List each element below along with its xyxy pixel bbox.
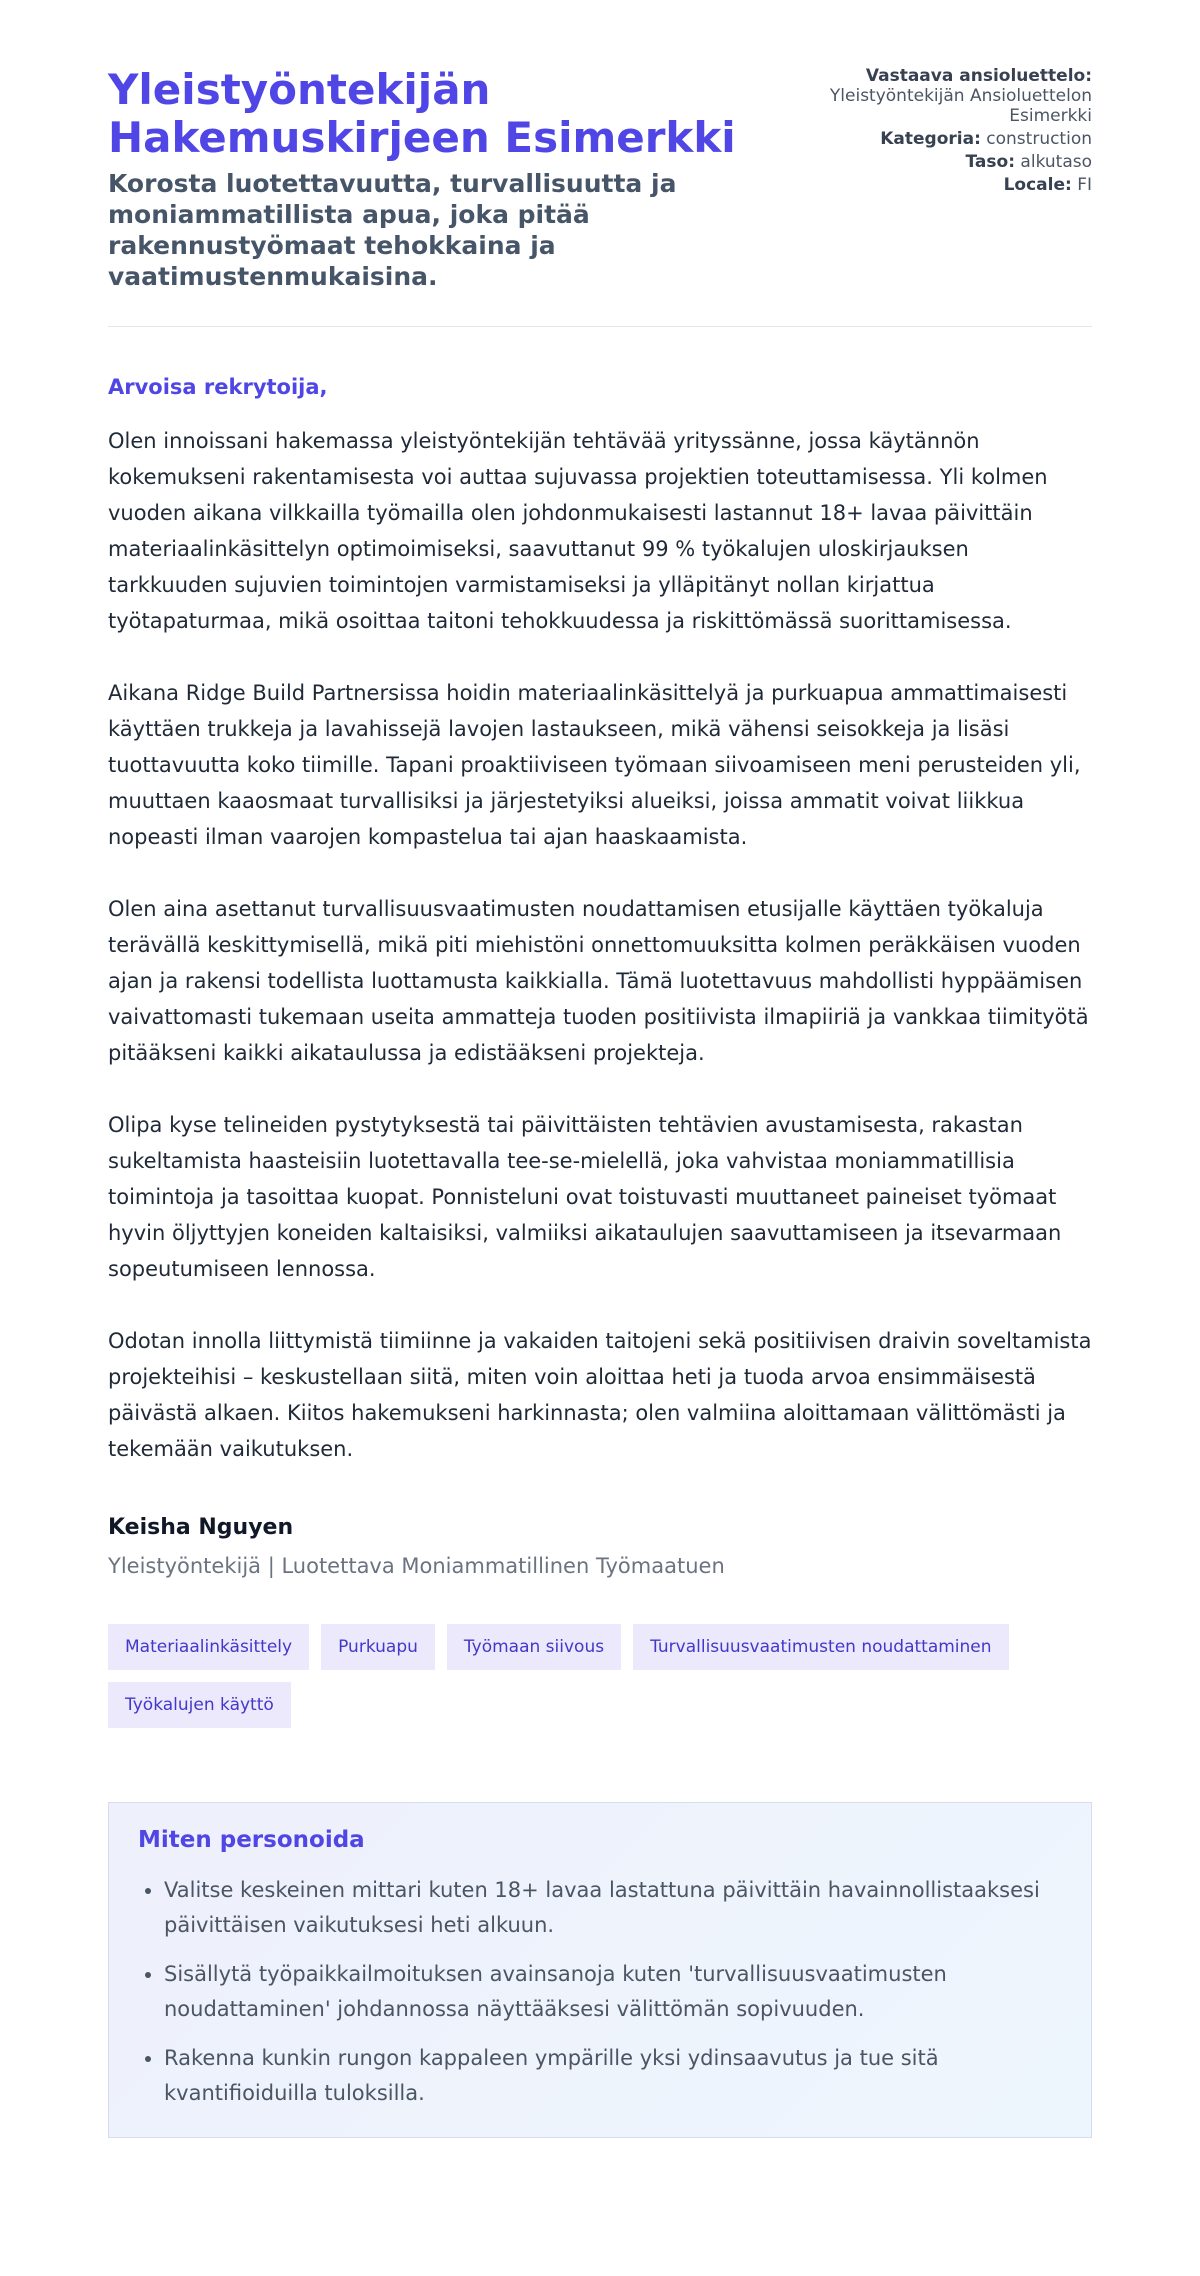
- letter-salutation: Arvoisa rekrytoija,: [108, 375, 328, 399]
- skill-tag: Turvallisuusvaatimusten noudattaminen: [633, 1624, 1008, 1670]
- letter-paragraph: Olipa kyse telineiden pystytyksestä tai päivittäisten tehtävien avustamisesta, rakastan sukeltamista haasteisiin luotettavalla tee-se-mielellä, joka vahvistaa moniammatillisia toimintoja ja tasoittaa kuopat. Ponnisteluni ovat toistuvasti muuttaneet paineiset työmaat hyvin öljyttyjen koneiden kaltaisiksi, valmiiksi aikataulujen saavuttamiseen ja itsevarmaan sopeutumiseen lennossa.: [108, 1113, 1062, 1281]
- skill-tag: Työmaan siivous: [447, 1624, 621, 1670]
- tip-item: • Valitse keskeinen mittari kuten 18+ lavaa lastattuna päivittäin havainnollistaaksesi päivittäisen vaikutuksesi heti alkuun.: [164, 1873, 1062, 1943]
- meta-locale-value: FI: [1077, 175, 1092, 195]
- meta-locale: [792, 175, 1092, 195]
- signature-block: [108, 1515, 1092, 1578]
- meta-resume: [792, 66, 1092, 126]
- meta-category-value: construction: [986, 129, 1092, 149]
- tip-item: • Rakenna kunkin rungon kappaleen ympärille yksi ydinsaavutus ja tue sitä kvantifioiduilla tuloksilla.: [164, 2041, 1062, 2111]
- title-block: [108, 66, 748, 292]
- meta-resume-label: Vastaava ansioluettelo:: [865, 66, 1092, 86]
- meta-level-label: Taso:: [965, 152, 1016, 172]
- meta-level-value: alkutaso: [1020, 152, 1092, 172]
- meta-resume-value: Yleistyöntekijän Ansioluettelon Esimerkki: [829, 86, 1092, 126]
- tips-title: Miten personoida: [138, 1827, 365, 1853]
- meta-level: [792, 152, 1092, 172]
- signature-title: Yleistyöntekijä | Luotettava Moniammatillinen Työmaatuen: [108, 1554, 725, 1578]
- skill-tags: [108, 1624, 1092, 1728]
- meta-category: [792, 129, 1092, 149]
- tip-item: • Sisällytä työpaikkailmoituksen avainsanoja kuten 'turvallisuusvaatimusten noudattaminen' johdannossa näyttääksesi välittömän sopivuuden.: [164, 1957, 1062, 2027]
- header-divider: [108, 326, 1092, 327]
- skill-tag: Materiaalinkäsittely: [108, 1624, 309, 1670]
- meta-category-label: Kategoria:: [880, 129, 981, 149]
- personalization-tips: [108, 1802, 1092, 2138]
- letter-body: [108, 423, 1092, 1467]
- meta-panel: [792, 66, 1092, 198]
- page-title: Yleistyöntekijän Hakemuskirjeen Esimerkki: [108, 65, 736, 162]
- skill-tag: Työkalujen käyttö: [108, 1682, 291, 1728]
- letter-paragraph: Olen innoissani hakemassa yleistyöntekijän tehtävää yrityssänne, jossa käytännön kokemukseni rakentamisesta voi auttaa sujuvassa projektien toteuttamisessa. Yli kolmen vuoden aikana vilkkailla työmailla olen johdonmukaisesti lastannut 18+ lavaa päivittäin materiaalinkäsittelyn optimoimiseksi, saavuttanut 99 % työkalujen uloskirjauksen tarkkuuden sujuvien toimintojen varmistamiseksi ja ylläpitänyt nollan kirjattua työtapaturmaa, mikä osoittaa taitoni tehokkuudessa ja riskittömässä suorittamisessa.: [108, 429, 1048, 633]
- signature-name: Keisha Nguyen: [108, 1515, 294, 1540]
- letter-paragraph: Aikana Ridge Build Partnersissa hoidin materiaalinkäsittelyä ja purkuapua ammattimaisesti käyttäen trukkeja ja lavahissejä lavojen lastaukseen, mikä vähensi seisokkeja ja lisäsi tuottavuutta koko tiimille. Tapani proaktiiviseen työmaan siivoamiseen meni perusteiden yli, muuttaen kaaosmaat turvallisiksi ja järjestetyiksi alueiksi, joissa ammatit voivat liikkua nopeasti ilman vaarojen kompastelua tai ajan haaskaamista.: [108, 681, 1081, 849]
- meta-locale-label: Locale:: [1003, 175, 1072, 195]
- skill-tag: Purkuapu: [321, 1624, 435, 1670]
- page-subtitle: Korosta luotettavuutta, turvallisuutta ja moniammatillista apua, joka pitää rakennustyömaat tehokkaina ja vaatimustenmukaisina.: [108, 169, 677, 291]
- page-header: [108, 0, 1092, 292]
- tips-list: [138, 1873, 1062, 2111]
- letter-paragraph: Odotan innolla liittymistä tiimiinne ja vakaiden taitojeni sekä positiivisen draivin soveltamista projekteihisi – keskustellaan siitä, miten voin aloittaa heti ja tuoda arvoa ensimmäisestä päivästä alkaen. Kiitos hakemukseni harkinnasta; olen valmiina aloittamaan välittömästi ja tekemään vaikutuksen.: [108, 1329, 1092, 1461]
- letter-paragraph: Olen aina asettanut turvallisuusvaatimusten noudattamisen etusijalle käyttäen työkaluja terävällä keskittymisellä, mikä piti miehistöni onnettomuuksitta kolmen peräkkäisen vuoden ajan ja rakensi todellista luottamusta kaikkialla. Tämä luotettavuus mahdollisti hyppäämisen vaivattomasti tukemaan useita ammatteja tuoden positiivista ilmapiiriä ja vankkaa tiimityötä pitääkseni kaikki aikataulussa ja edistääkseni projekteja.: [108, 897, 1089, 1065]
